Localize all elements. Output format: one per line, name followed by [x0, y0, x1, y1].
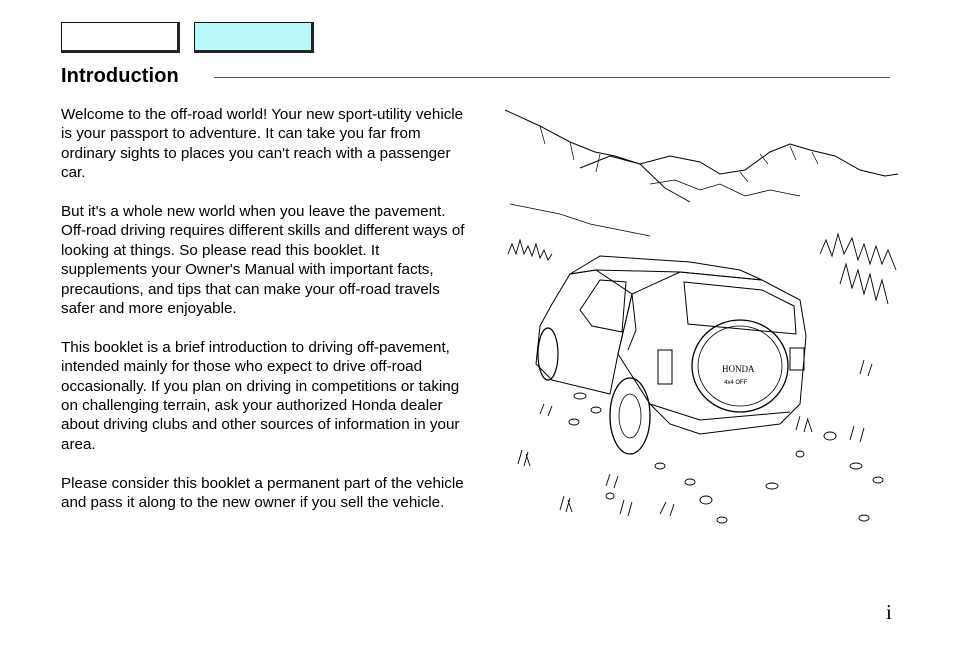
- page-title: Introduction: [61, 65, 179, 87]
- paragraph-brief-intro: This booklet is a brief introduction to driving off-pavement, intended mainly for those who expect to drive off-road occasionally. If you plan on driving in competitions or taking on challenging terrain, ask your authorized Honda dealer about driving clubs and other sources of information in your area.: [61, 338, 460, 453]
- suv-offroad-illustration: [500, 104, 900, 534]
- suv-roof: [570, 256, 762, 280]
- mountain-range-left: [505, 110, 690, 202]
- intro-body: [61, 105, 466, 532]
- side-window: [580, 280, 626, 332]
- title-divider: [214, 77, 890, 78]
- nav-button-previous[interactable]: [61, 22, 180, 53]
- paragraph-permanent-part: Please consider this booklet a permanent part of the vehicle and pass it along to the new owner if you sell the vehicle.: [61, 474, 464, 512]
- paragraph-welcome: Welcome to the off-road world! Your new sport-utility vehicle is your passport to adventure. It can take you far from ordinary sights to places you can't reach with a passenger car.: [61, 106, 464, 182]
- badge-label: 4x4 OFF: [724, 380, 748, 386]
- page-number: i: [886, 600, 892, 624]
- tree-line-right: [820, 234, 896, 270]
- paragraph-new-world: But it's a whole new world when you leave the pavement. Off-road driving requires different skills and different ways of looking at things. So please read this booklet. It supplements your Owner's Manual with important facts, precautions, and tips that can make your off-road travels safer and more enjoyable.: [61, 203, 465, 318]
- tree-line-left: [508, 240, 552, 260]
- rear-wheel: [610, 378, 650, 454]
- front-wheel: [538, 328, 558, 380]
- spare-tire-label: HONDA: [722, 364, 755, 374]
- nav-button-contents[interactable]: [194, 22, 314, 53]
- ground-rocks: [569, 393, 883, 523]
